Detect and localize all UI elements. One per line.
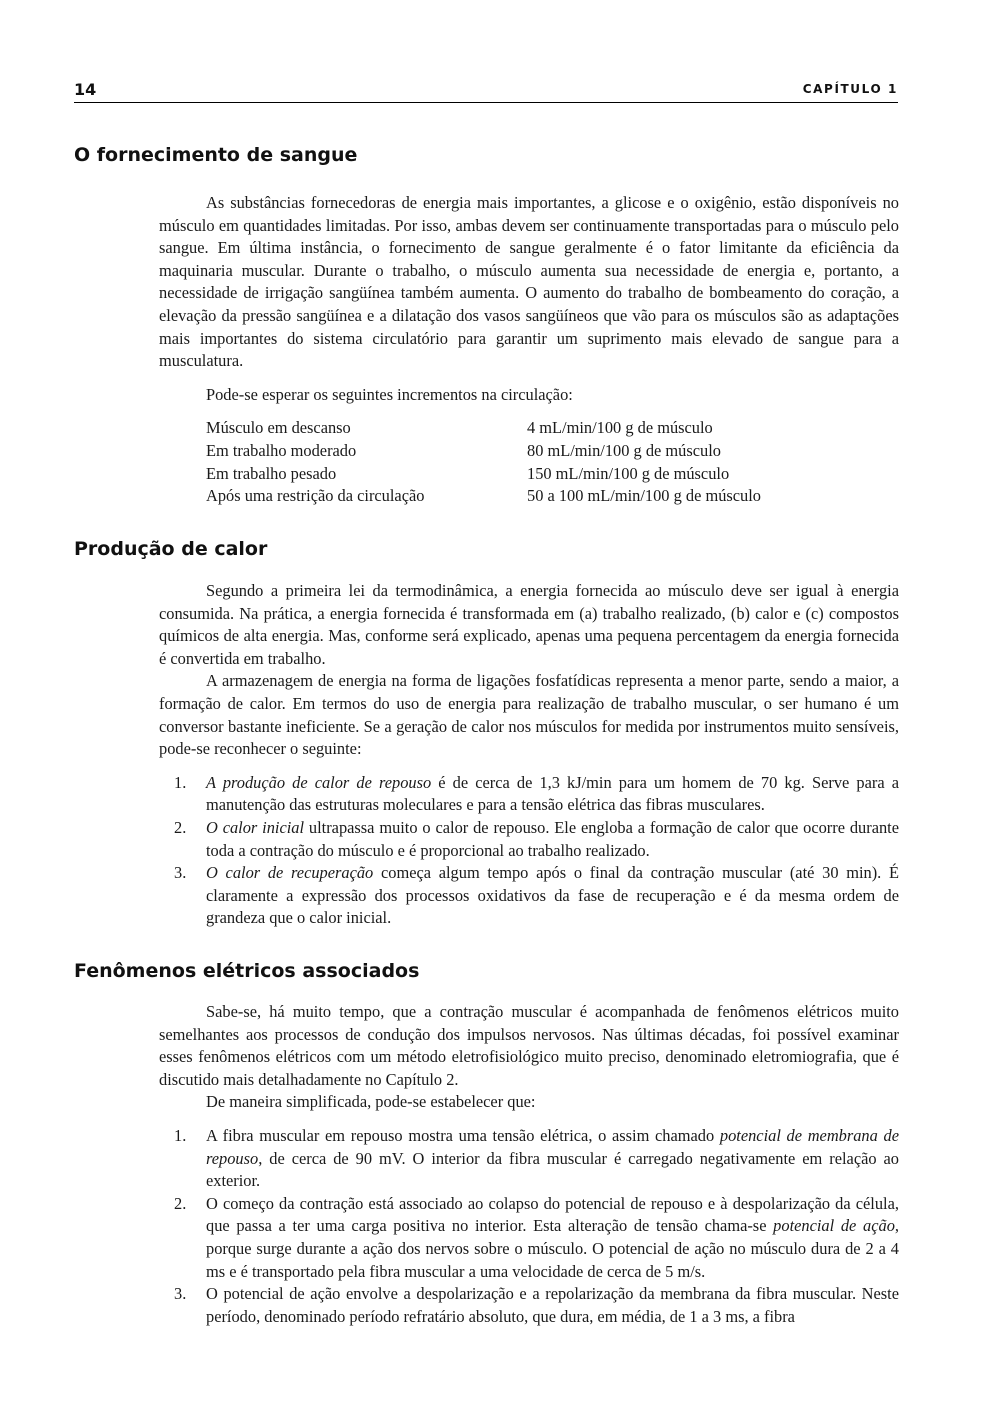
chapter-label: CAPÍTULO 1 xyxy=(802,82,898,96)
section-title-heat-production: Produção de calor xyxy=(74,538,268,560)
emphasis: A produção de calor de repouso xyxy=(206,772,432,792)
list-item xyxy=(159,817,899,862)
circulation-table xyxy=(159,417,899,507)
table-row xyxy=(206,485,899,508)
list-number: 3. xyxy=(174,1284,187,1304)
row-value: 150 mL/min/100 g de músculo xyxy=(527,463,730,483)
section-body-blood-supply xyxy=(159,192,899,508)
list-text: começa algum tempo após o final da contração muscular (até 30 min). É claramente a expressão dos processos oxidativos da fase de recuperação e é da mesma ordem de grandeza que o calor inicial. xyxy=(206,863,899,928)
section-title-electrical-phenomena: Fenômenos elétricos associados xyxy=(74,960,420,982)
row-label: Após uma restrição da circulação xyxy=(206,486,425,506)
section-body-heat-production xyxy=(159,580,899,930)
list-number: 2. xyxy=(174,817,187,837)
row-label: Músculo em descanso xyxy=(206,418,351,438)
list-text: é de cerca de 1,3 kJ/min para um homem de 70 kg. Serve para a manutenção das estruturas moleculares e para a tensão elétrica das fibras musculares. xyxy=(206,772,899,815)
paragraph: Sabe-se, há muito tempo, que a contração muscular é acompanhada de fenômenos elétricos muito semelhantes aos processos de condução dos impulsos nervosos. Nas últimas décadas, foi possível examinar esses fenômenos elétricos com um método eletrofisiológico muito preciso, denominado eletromiografia, que é discutido mais detalhadamente no Capítulo 2. xyxy=(159,1002,899,1089)
list-number: 1. xyxy=(174,772,187,792)
paragraph: De maneira simplificada, pode-se estabelecer que: xyxy=(206,1092,536,1112)
page-number: 14 xyxy=(74,80,97,99)
numbered-list xyxy=(159,1125,899,1328)
emphasis: O calor inicial xyxy=(206,817,305,837)
paragraph: A armazenagem de energia na forma de ligações fosfatídicas representa a menor parte, sendo a maior, a formação de calor. Em termos do uso de energia para realização de trabalho muscular, o ser humano é um conversor bastante ineficiente. Se a geração de calor nos músculos for medida por instrumentos muito sensíveis, pode-se reconhecer o seguinte: xyxy=(159,671,899,759)
list-item xyxy=(159,862,899,930)
list-item xyxy=(159,1125,899,1193)
list-text: ultrapassa muito o calor de repouso. Ele engloba a formação de calor que ocorre durante toda a contração do músculo e é proporcional ao trabalho realizado. xyxy=(206,817,899,860)
row-value: 4 mL/min/100 g de músculo xyxy=(527,418,713,438)
table-row xyxy=(206,463,899,486)
row-label: Em trabalho pesado xyxy=(206,463,337,483)
list-text: , de cerca de 90 mV. O interior da fibra muscular é carregado negativamente em relação ao exterior. xyxy=(206,1148,899,1191)
list-text: A fibra muscular em repouso mostra uma tensão elétrica, o assim chamado xyxy=(206,1125,720,1145)
list-item xyxy=(159,772,899,817)
row-value: 50 a 100 mL/min/100 g de músculo xyxy=(527,486,761,506)
paragraph: Pode-se esperar os seguintes incrementos na circulação: xyxy=(206,384,573,404)
paragraph: Segundo a primeira lei da termodinâmica, a energia fornecida ao músculo deve ser igual à energia consumida. Na prática, a energia fornecida é transformada em (a) trabalho realizado, (b) calor e (c) compostos químicos de alta energia. Mas, conforme será explicado, apenas uma pequena percentagem da energia fornecida é convertida em trabalho. xyxy=(159,581,899,668)
emphasis: potencial de ação xyxy=(773,1216,895,1236)
section-title-blood-supply: O fornecimento de sangue xyxy=(74,144,358,166)
row-value: 80 mL/min/100 g de músculo xyxy=(527,440,721,460)
running-header xyxy=(74,80,898,103)
emphasis: potencial de membrana de repouso xyxy=(206,1125,899,1168)
list-number: 3. xyxy=(174,863,187,883)
list-text: O começo da contração está associado ao colapso do potencial de repouso e à despolarização da célula, que passa a ter uma carga positiva no interior. Esta alteração de tensão chama-se xyxy=(206,1193,899,1236)
paragraph: As substâncias fornecedoras de energia mais importantes, a glicose e o oxigênio, estão disponíveis no músculo em quantidades limitadas. Por isso, ambas devem ser continuamente transportadas para o músculo pelo sangue. Em última instância, o fornecimento de sangue geralmente é o fator limitante da eficiência da maquinaria muscular. Durante o trabalho, o músculo aumenta sua necessidade de energia e, portanto, a necessidade de irrigação sangüínea também aumenta. O aumento do trabalho de bombeamento do coração, a elevação da pressão sangüínea e a dilatação dos vasos sangüíneos que vão para os músculos são as adaptações mais importantes do sistema circulatório para garantir um suprimento mais elevado de sangue para a musculatura. xyxy=(159,193,899,371)
table-row xyxy=(206,440,899,463)
emphasis: O calor de recuperação xyxy=(206,863,374,883)
list-item xyxy=(159,1193,899,1283)
section-body-electrical-phenomena xyxy=(159,1001,899,1328)
list-text: , porque surge durante a ação dos nervos sobre o músculo. O potencial de ação no músculo dura de 2 a 4 ms e é transportado pela fibra muscular a uma velocidade de cerca de 5 m/s. xyxy=(206,1216,899,1281)
list-number: 2. xyxy=(174,1193,187,1213)
list-text: O potencial de ação envolve a despolarização e a repolarização da membrana da fibra muscular. Neste período, denominado período refratário absoluto, que dura, em média, de 1 a 3 ms, a fibra xyxy=(206,1284,899,1326)
row-label: Em trabalho moderado xyxy=(206,440,357,460)
table-row xyxy=(206,417,899,440)
list-number: 1. xyxy=(174,1125,187,1145)
numbered-list xyxy=(159,772,899,930)
list-item xyxy=(159,1283,899,1328)
